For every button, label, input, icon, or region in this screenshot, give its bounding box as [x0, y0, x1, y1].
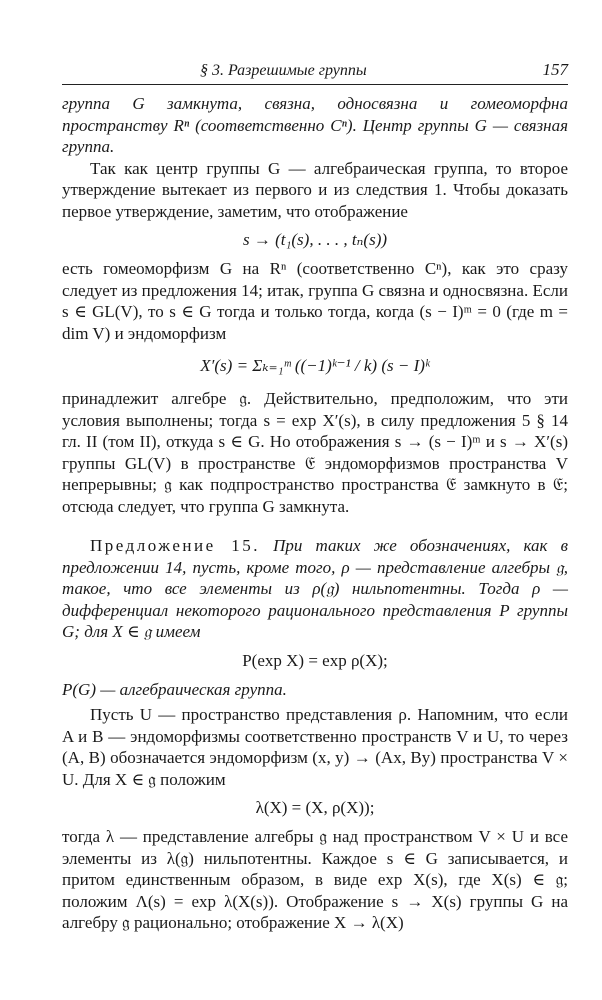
proof-paragraph-2: есть гомеоморфизм G на Rⁿ (соответственно Cⁿ), как это сразу следует из предложения 14; итак, группа G связна и односвязна. Если s ∈ GL(V), то s ∈ G тогда и только тогда, когда (s − I)ᵐ = 0 (где m = dim V) и эндоморфизм: [62, 259, 568, 343]
formula-log-series: X′(s) = Σₖ₌₁ᵐ ((−1)ᵏ⁻¹ / k) (s − I)ᵏ: [200, 356, 430, 375]
proof-paragraph-4: Пусть U — пространство представления ρ. Напомним, что если A и B — эндоморфизмы соответственно пространств V и U, то через (A, B) обозначается эндоморфизм (x, y) → (Ax, By) пространства V × U. Для X ∈ 𝔤 положим: [62, 705, 568, 789]
running-title: § 3. Разрешимые группы: [200, 62, 367, 79]
page-number: 157: [542, 60, 568, 79]
proof-paragraph-3: принадлежит алгебре 𝔤. Действительно, предположим, что эти условия выполнены; тогда s = exp X′(s), в силу предложения 5 § 14 гл. II (том II), откуда s ∈ G. Но отображения s → (s − I)ᵐ и s → X′(s) группы GL(V) в пространстве 𝔈 эндоморфизмов пространства V непрерывны; 𝔤 как подпространство пространства 𝔈 замкнуто в 𝔈; отсюда следует, что группа G замкнута.: [62, 389, 568, 516]
proposition-15: [62, 535, 568, 643]
proof-paragraph: Так как центр группы G — алгебраическая группа, то второе утверждение вытекает из первого и из следствия 1. Чтобы доказать первое утверждение, заметим, что отображение: [62, 158, 568, 221]
proposition-text: При таких же обозначениях, как в предложении 14, пусть, кроме того, ρ — представление алгебры 𝔤, такое, что все элементы из ρ(𝔤) нильпотентны. Тогда ρ — дифференциал некоторого рационального представления P группы G; для X ∈ 𝔤 имеем: [62, 536, 568, 641]
book-page: [62, 56, 568, 934]
theorem-continuation: группа G замкнута, связна, односвязна и гомеоморфна пространству Rⁿ (соответственно Cⁿ). Центр группы G — связная группа.: [62, 94, 568, 156]
formula-lambda: λ(X) = (X, ρ(X));: [255, 798, 375, 817]
running-header: [62, 56, 568, 85]
proposition-conclusion: P(G) — алгебраическая группа.: [62, 679, 287, 699]
proof-paragraph-5: тогда λ — представление алгебры 𝔤 над пространством V × U и все элементы из λ(𝔤) нильпотентны. Каждое s ∈ G записывается, и притом единственным образом, в виде exp X(s), где X(s) ∈ 𝔤; положим Λ(s) = exp λ(X(s)). Отображение s → X(s) группы G на алгебру 𝔤 рационально; отображение X → λ(X): [62, 827, 568, 932]
proposition-label: Предложение 15.: [90, 536, 260, 555]
formula-exp: P(exp X) = exp ρ(X);: [242, 650, 388, 670]
formula-map: s → (t₁(s), . . . , tₙ(s)): [242, 230, 388, 249]
